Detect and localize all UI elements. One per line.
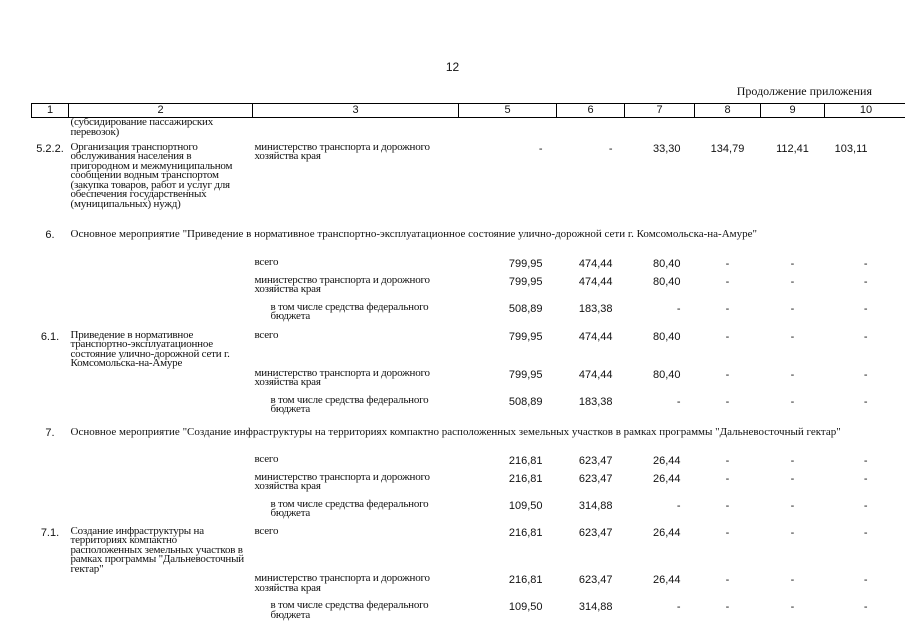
value-v10: - [863,257,868,270]
section-title: Основное мероприятие "Создание инфраструктуры на территориях компактно расположенных земельных участков в рамках программы "Дальневосточный гектар" [70,425,841,438]
value-v6: 623,47 [578,526,613,539]
value-v7: 26,44 [652,454,681,467]
row-number [32,498,69,527]
table-row [32,455,905,473]
measure-name [69,574,253,599]
value-v10: - [863,275,868,288]
value-v8: - [725,454,730,467]
value-v8 [695,118,761,140]
table-row [32,599,905,629]
executor: министерство транспорта и дорожного хозяйства края [254,140,430,162]
measure-name [69,369,253,394]
value-v10: - [863,302,868,315]
value-v9: - [790,275,795,288]
value-v5: 216,81 [508,454,543,467]
value-v9: - [790,472,795,485]
value-v6: 183,38 [578,302,613,315]
executor: в том числе средства федерального бюджета [270,497,429,519]
value-v5: 799,95 [508,330,543,343]
row-number: 7.1. [40,526,60,539]
section-row [32,423,905,455]
value-v7: 33,30 [652,142,681,155]
value-v6: 474,44 [578,257,613,270]
value-v6: 623,47 [578,472,613,485]
value-v10: - [863,601,868,613]
table-row [32,331,905,369]
value-v5: 799,95 [508,257,543,270]
row-number [32,599,69,629]
row-number [32,369,69,394]
row-number [32,301,69,331]
value-v6: 314,88 [578,601,613,613]
executor: в том числе средства федерального бюджета [270,393,429,415]
executor: всего [254,330,279,341]
value-v7: 80,40 [652,257,681,270]
value-v10: - [863,330,868,343]
executor: всего [254,454,279,465]
row-number [32,473,69,498]
value-v7: 80,40 [652,368,681,381]
value-v5: 508,89 [508,302,543,315]
value-v9: - [790,330,795,343]
value-v8: - [725,526,730,539]
value-v5: 109,50 [508,499,543,512]
value-v10 [825,118,905,140]
value-v6: 474,44 [578,330,613,343]
value-v7: 26,44 [652,472,681,485]
value-v10: - [863,574,868,586]
executor: министерство транспорта и дорожного хозяйства края [254,472,430,492]
executor: министерство транспорта и дорожного хозяйства края [254,275,430,295]
value-v8: - [725,275,730,288]
value-v10: - [863,526,868,539]
value-v5 [459,118,557,140]
table-row [32,140,905,226]
value-v5: 799,95 [508,368,543,381]
row-number [32,276,69,301]
table-row [32,258,905,276]
col-header-2: 2 [69,104,253,118]
value-v9: - [790,302,795,315]
table-row [32,527,905,575]
measure-name [69,258,253,276]
col-header-9: 9 [761,104,825,118]
value-v9: - [790,257,795,270]
value-v5: - [538,142,543,155]
value-v5: 508,89 [508,395,543,408]
value-v7: 80,40 [652,330,681,343]
value-v8: - [725,472,730,485]
continuation-label: Продолжение приложения [736,84,872,98]
row-number [32,118,69,140]
measure-name: Приведение в нормативное транспортно-эксплуатационное состояние улично-дорожной сети г. Комсомольска-на-Амуре [70,330,230,369]
value-v9: - [790,574,795,586]
executor: министерство транспорта и дорожного хозяйства края [254,574,430,594]
value-v10: - [863,368,868,381]
value-v7: - [676,302,681,315]
value-v6: 623,47 [578,574,613,586]
value-v9: - [790,395,795,408]
executor: министерство транспорта и дорожного хозяйства края [254,368,430,388]
value-v6: 314,88 [578,499,613,512]
value-v9: - [790,499,795,512]
row-number [32,394,69,423]
table-row [32,473,905,498]
table-row [32,394,905,423]
value-v7 [625,118,695,140]
executor [253,118,459,140]
table-row [32,118,905,140]
value-v7: 26,44 [652,526,681,539]
value-v8: - [725,395,730,408]
measure-name [69,455,253,473]
col-header-8: 8 [695,104,761,118]
table-row [32,276,905,301]
executor: в том числе средства федерального бюджета [270,300,429,322]
value-v6: 623,47 [578,454,613,467]
value-v6: - [608,142,613,155]
value-v8: - [725,601,730,613]
value-v9: - [790,454,795,467]
row-number [32,258,69,276]
value-v10: - [863,472,868,485]
value-v10: 103,11 [834,142,868,155]
row-number: 6.1. [40,330,60,343]
value-v9 [761,118,825,140]
col-header-1: 1 [32,104,69,118]
row-number: 7. [45,426,55,439]
measure-name [69,301,253,331]
measure-name [69,599,253,629]
row-number: 6. [45,228,55,241]
value-v5: 216,81 [508,574,543,586]
measure-name: Создание инфраструктуры на территориях компактно расположенных земельных участков в рамках программы "Дальневосточный гектар" [70,526,244,574]
appendix-table [31,103,905,629]
measure-name: (субсидирование пассажирских перевозок) [70,117,213,138]
row-number: 5.2.2. [36,142,64,155]
col-header-3: 3 [253,104,459,118]
section-row [32,226,905,258]
value-v6 [557,118,625,140]
value-v10: - [863,395,868,408]
value-v9: 112,41 [776,142,809,155]
section-title: Основное мероприятие "Приведение в нормативное транспортно-эксплуатационное состояние улично-дорожной сети г. Комсомольска-на-Амуре" [70,227,757,240]
col-header-7: 7 [625,104,695,118]
value-v8: - [725,302,730,315]
measure-name: Организация транспортного обслуживания населения в пригородном и межмуниципальном сообщении водным транспортом (закупка товаров, работ и услуг для обеспечения государственных (муниципальных) нужд) [70,140,233,210]
value-v9: - [790,601,795,613]
value-v7: 26,44 [652,574,681,586]
table-row [32,498,905,527]
col-header-5: 5 [459,104,557,118]
header-row [32,104,905,118]
measure-name [69,498,253,527]
value-v5: 799,95 [508,275,543,288]
value-v7: - [676,601,681,613]
value-v8: - [725,499,730,512]
value-v5: 109,50 [508,601,543,613]
value-v10: - [863,499,868,512]
value-v7: - [676,499,681,512]
executor: в том числе средства федерального бюджета [270,599,429,621]
value-v6: 183,38 [578,395,613,408]
page-number: 12 [445,60,460,74]
row-number [32,455,69,473]
value-v8: 134,79 [710,142,745,155]
measure-name [69,394,253,423]
measure-name [69,276,253,301]
col-header-10: 10 [825,104,905,118]
value-v9: - [790,526,795,539]
value-v7: 80,40 [652,275,681,288]
measure-name [69,473,253,498]
value-v5: 216,81 [508,526,543,539]
value-v10: - [863,454,868,467]
value-v8: - [725,574,730,586]
value-v7: - [676,395,681,408]
value-v8: - [725,257,730,270]
executor: всего [254,257,279,268]
value-v6: 474,44 [578,368,613,381]
executor: всего [254,526,279,537]
table-row [32,369,905,394]
table-row [32,574,905,599]
value-v9: - [790,368,795,381]
value-v8: - [725,368,730,381]
row-number [32,574,69,599]
value-v8: - [725,330,730,343]
value-v6: 474,44 [578,275,613,288]
value-v5: 216,81 [508,472,543,485]
table-row [32,301,905,331]
col-header-6: 6 [557,104,625,118]
